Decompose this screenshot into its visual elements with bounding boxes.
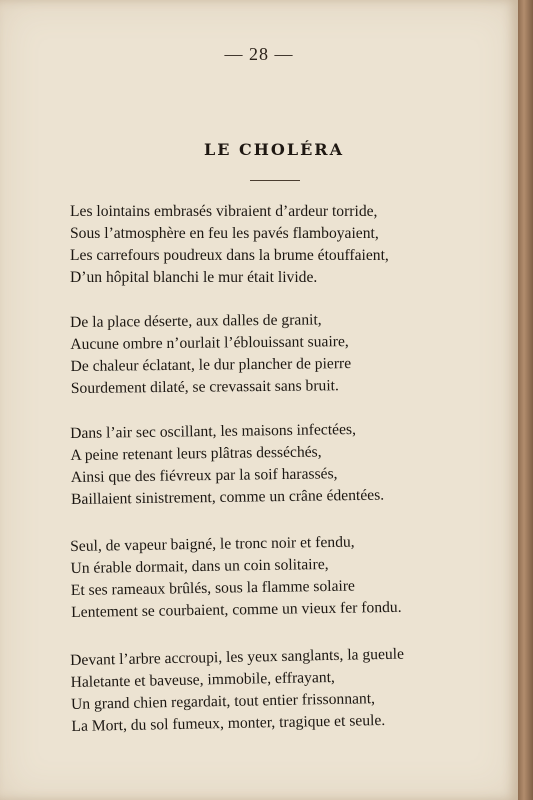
stanza — [70, 201, 490, 289]
title-divider — [250, 180, 300, 181]
verse-line: A peine retenant leurs plâtras desséchés, — [70, 443, 322, 464]
verse-line: De la place déserte, aux dalles de granit, — [70, 311, 322, 331]
verse-line: De chaleur éclatant, le dur plancher de pierre — [70, 355, 352, 375]
verse-line: Les carrefours poudreux dans la brume étouffaient, — [70, 247, 389, 264]
verse-line: Un érable dormait, dans un coin solitaire, — [70, 555, 329, 577]
verse-line: Sous l’atmosphère en feu les pavés flamboyaient, — [70, 225, 379, 242]
verse-line: Et ses rameaux brûlés, sous la flamme solaire — [70, 577, 356, 599]
verse-line: Sourdement dilaté, se crevassait sans bruit. — [70, 377, 339, 397]
verse-line: Dans l’air sec oscillant, les maisons infectées, — [70, 421, 357, 442]
verse-line: Lentement se courbaient, comme un vieux fer fondu. — [71, 598, 402, 621]
stanza — [70, 417, 491, 511]
verse-line: Baillaient sinistrement, comme un crâne édentées. — [70, 486, 385, 508]
verse-line: Aucune ombre n’ourlait l’éblouissant suaire, — [70, 333, 349, 353]
stanza — [70, 308, 491, 400]
verse-line: Devant l’arbre accroupi, les yeux sanglants, la gueule — [70, 645, 405, 669]
poem-title: LE CHOLÉRA — [204, 140, 344, 159]
verse-line: D’un hôpital blanchi le mur était livide. — [70, 269, 318, 286]
stanza — [70, 642, 492, 738]
verse-line: La Mort, du sol fumeux, monter, tragique et seule. — [71, 711, 386, 735]
verse-line: Ainsi que des fiévreux par la soif harassés, — [70, 465, 338, 486]
verse-line: Les lointains embrasés vibraient d’ardeur torride, — [70, 203, 378, 220]
book-spine-edge — [518, 0, 533, 800]
verse-line: Seul, de vapeur baigné, le tronc noir et fendu, — [70, 533, 355, 555]
page-number: — 28 — — [224, 44, 294, 64]
verse-line: Un grand chien regardait, tout entier frissonnant, — [70, 690, 376, 713]
stanza — [70, 529, 491, 624]
verse-line: Haletante et baveuse, immobile, effrayant, — [70, 668, 336, 691]
